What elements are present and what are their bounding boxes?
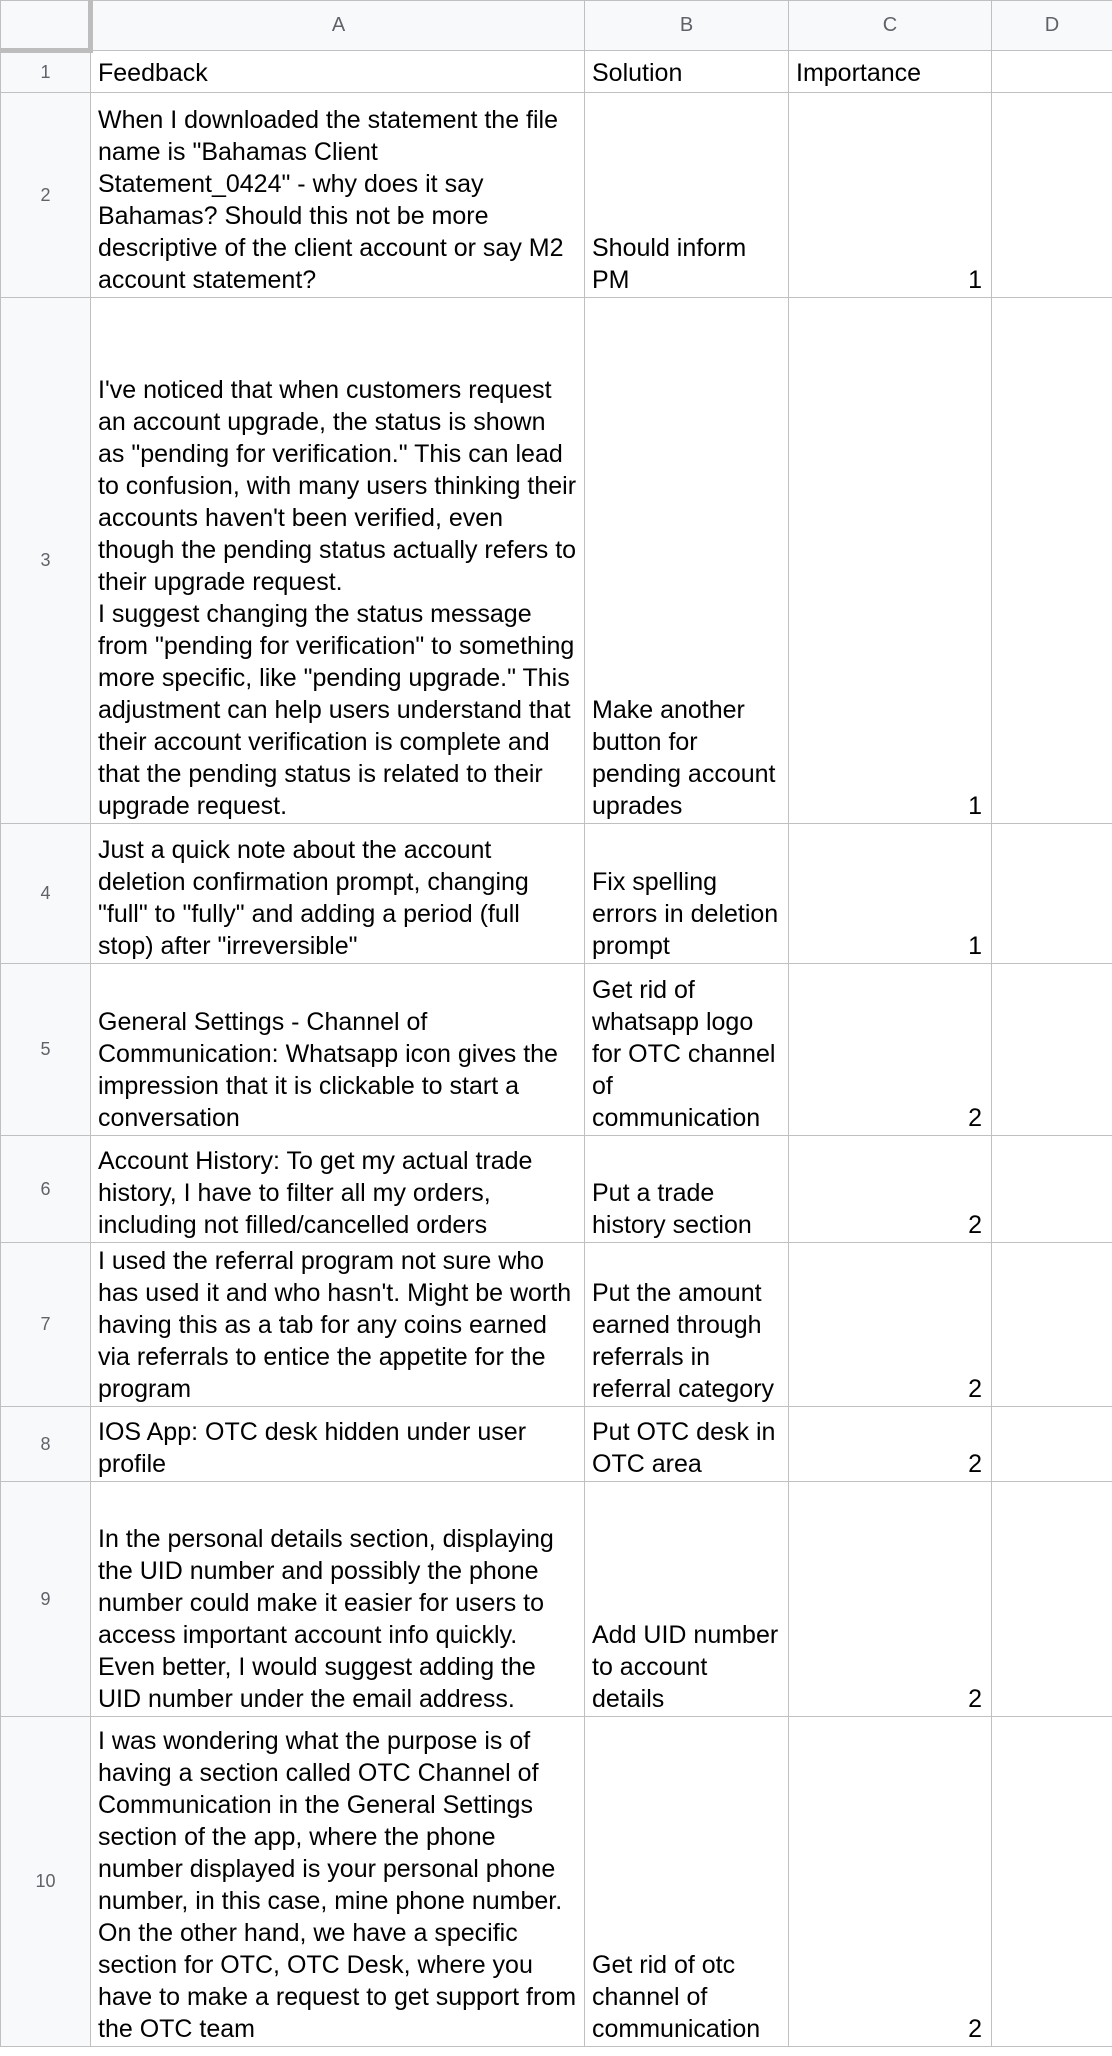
empty-cell[interactable]	[992, 298, 1112, 824]
row-header-6[interactable]: 6	[1, 1136, 91, 1243]
column-header-c[interactable]: C	[789, 1, 992, 51]
column-header-d[interactable]: D	[992, 1, 1112, 51]
feedback-cell[interactable]: When I downloaded the statement the file name is "Bahamas Client Statement_0424" - why does it say Bahamas? Should this not be more descriptive of the client account or say M2 account statement?	[91, 93, 585, 298]
row-header-9[interactable]: 9	[1, 1482, 91, 1717]
row-header-3[interactable]: 3	[1, 298, 91, 824]
cell-c1-importance-header[interactable]: Importance	[789, 51, 992, 93]
solution-cell[interactable]: Fix spelling errors in deletion prompt	[585, 824, 789, 964]
feedback-cell[interactable]: I used the referral program not sure who has used it and who hasn't. Might be worth having this as a tab for any coins earned via referrals to entice the appetite for the program	[91, 1243, 585, 1407]
feedback-cell[interactable]: Account History: To get my actual trade history, I have to filter all my orders, including not filled/cancelled orders	[91, 1136, 585, 1243]
solution-cell[interactable]: Put OTC desk in OTC area	[585, 1407, 789, 1482]
column-header-b[interactable]: B	[585, 1, 789, 51]
feedback-cell[interactable]: In the personal details section, displaying the UID number and possibly the phone number could make it easier for users to access important account info quickly. Even better, I would suggest adding the UID number under the email address.	[91, 1482, 585, 1717]
cell-d1[interactable]	[992, 51, 1112, 93]
row-header-10[interactable]: 10	[1, 1717, 91, 2047]
row-header-2[interactable]: 2	[1, 93, 91, 298]
feedback-cell[interactable]: General Settings - Channel of Communication: Whatsapp icon gives the impression that it is clickable to start a conversation	[91, 964, 585, 1136]
solution-cell[interactable]: Put a trade history section	[585, 1136, 789, 1243]
feedback-cell[interactable]: Just a quick note about the account deletion confirmation prompt, changing "full" to "fully" and adding a period (full stop) after "irreversible"	[91, 824, 585, 964]
solution-cell[interactable]: Put the amount earned through referrals in referral category	[585, 1243, 789, 1407]
empty-cell[interactable]	[992, 1136, 1112, 1243]
importance-cell[interactable]: 2	[789, 1407, 992, 1482]
importance-cell[interactable]: 2	[789, 1136, 992, 1243]
feedback-cell[interactable]: IOS App: OTC desk hidden under user profile	[91, 1407, 585, 1482]
importance-cell[interactable]: 2	[789, 1243, 992, 1407]
row-header-7[interactable]: 7	[1, 1243, 91, 1407]
row-header-8[interactable]: 8	[1, 1407, 91, 1482]
empty-cell[interactable]	[992, 824, 1112, 964]
empty-cell[interactable]	[992, 964, 1112, 1136]
importance-cell[interactable]: 2	[789, 1482, 992, 1717]
empty-cell[interactable]	[992, 1407, 1112, 1482]
solution-cell[interactable]: Make another button for pending account uprades	[585, 298, 789, 824]
solution-cell[interactable]: Get rid of otc channel of communication	[585, 1717, 789, 2047]
column-header-a[interactable]: A	[91, 1, 585, 51]
row-header-4[interactable]: 4	[1, 824, 91, 964]
solution-cell[interactable]: Should inform PM	[585, 93, 789, 298]
select-all-corner[interactable]	[1, 1, 91, 51]
empty-cell[interactable]	[992, 1243, 1112, 1407]
row-header-5[interactable]: 5	[1, 964, 91, 1136]
empty-cell[interactable]	[992, 1717, 1112, 2047]
row-header-1[interactable]: 1	[1, 51, 91, 93]
cell-a1-feedback-header[interactable]: Feedback	[91, 51, 585, 93]
importance-cell[interactable]: 1	[789, 298, 992, 824]
empty-cell[interactable]	[992, 1482, 1112, 1717]
empty-cell[interactable]	[992, 93, 1112, 298]
feedback-cell[interactable]: I've noticed that when customers request an account upgrade, the status is shown as "pending for verification." This can lead to confusion, with many users thinking their accounts haven't been verified, even though the pending status actually refers to their upgrade request. I suggest changing the status message from "pending for verification" to something more specific, like "pending upgrade." This adjustment can help users understand that their account verification is complete and that the pending status is related to their upgrade request.	[91, 298, 585, 824]
solution-cell[interactable]: Add UID number to account details	[585, 1482, 789, 1717]
importance-cell[interactable]: 2	[789, 1717, 992, 2047]
feedback-cell[interactable]: I was wondering what the purpose is of having a section called OTC Channel of Communication in the General Settings section of the app, where the phone number displayed is your personal phone number, in this case, mine phone number. On the other hand, we have a specific section for OTC, OTC Desk, where you have to make a request to get support from the OTC team	[91, 1717, 585, 2047]
importance-cell[interactable]: 1	[789, 824, 992, 964]
importance-cell[interactable]: 2	[789, 964, 992, 1136]
solution-cell[interactable]: Get rid of whatsapp logo for OTC channel of communication	[585, 964, 789, 1136]
importance-cell[interactable]: 1	[789, 93, 992, 298]
cell-b1-solution-header[interactable]: Solution	[585, 51, 789, 93]
